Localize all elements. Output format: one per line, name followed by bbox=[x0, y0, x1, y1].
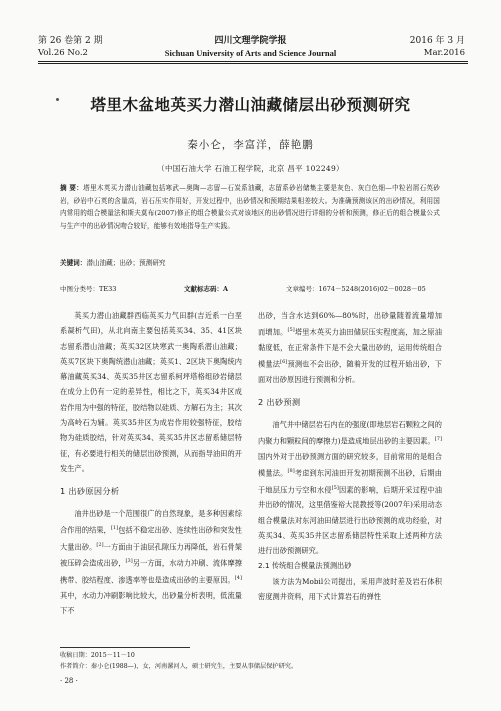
citation: [1] bbox=[110, 524, 119, 531]
para-text: 塔里木英买力油田储层压实程度高，加之原油黏度低，在正常条件下是不会大量出砂的，运用传统组合模量法 bbox=[258, 327, 442, 369]
para-text: 其中，水动力冲刷影响比较大，出砂量分析表明，低流量下不 bbox=[60, 590, 242, 615]
para-text: 包括不稳定出砂、连续性出砂和突发性大量出砂。 bbox=[60, 525, 242, 551]
issue-date-cn: 2016 年 3 月 bbox=[409, 36, 465, 46]
volume-issue-cn: 第 26 卷第 2 期 bbox=[38, 36, 103, 46]
intro-paragraph: 英买力潜山油藏群西临英买力气田群(吉近系一白垩系凝析气田)，从北向南主要包括英买34、35、41区块志留系潜山油藏；英买32区块寒武一奥陶系潜山油藏；英买7区块下奥陶统潜山油藏；英买1、2区块下奥陶统内幕油藏英买34、英买35井区志留系柯坪塔格组砂岩储层在成分上仍有一定的差异性，相比之下，英买34井区成岩作用为中强的特征，胶结物以硅质、方解石为主；其次为高岭石为辅。英买35井区为成岩作用较强特征，胶结物为硅质胶结，针对英买34、英买35井区志留系储层特征，有必要进行相关的储层出砂预测，从而指导油田的开发生产。 bbox=[60, 311, 242, 473]
left-column bbox=[60, 308, 242, 618]
para-text: 考虑到东河油田开发初期预测不出砂，后期由于地层压力亏空和水侵 bbox=[258, 468, 442, 494]
issue-date-en: Mar.2016 bbox=[423, 48, 465, 58]
para-text: 油井出砂是一个范围很广的自然现象，是多种因素综合作用的结果， bbox=[60, 508, 242, 535]
journal-name-en: Sichuan University of Arts and Science Journal bbox=[164, 48, 337, 58]
section-heading-1: 1 出砂原因分析 bbox=[60, 486, 120, 497]
section-heading-2: 2 出砂预测 bbox=[258, 397, 301, 408]
footnote-rule bbox=[60, 647, 190, 648]
affiliation: （中国石油大学 石油工程学院，北京 昌平 102249） bbox=[157, 164, 344, 173]
citation: [4] bbox=[234, 574, 242, 581]
author-bio: 作者简介：秦小仑(1988—)，女，河南漯河人，硕士研究生，主要从事储层保护研究。 bbox=[60, 663, 298, 670]
citation: [7] bbox=[434, 435, 442, 442]
abstract-label: 摘 要： bbox=[60, 184, 84, 192]
citation: [3] bbox=[125, 558, 133, 565]
keywords-label: 关键词： bbox=[60, 259, 87, 267]
sand-cause-paragraph bbox=[60, 506, 242, 619]
para-text: 油气井中储层岩石内在的强度(即地层岩石颗粒之间的内聚力和颗粒间的摩擦力)是造成地层出砂的主要因素。 bbox=[258, 419, 442, 446]
para-text: 因素的影响，后期开采过程中油井出砂的情况，这里借鉴裕大昆教授等(2007年)采用动态组合模量法对东河油田储层进行出砂预测的成功经验，对英买34、英买35井区志留系储层特性采取上述两种方法进行出砂预测研究。 bbox=[258, 484, 442, 556]
para-text: 出砂，当含水达到60%—80%时，出砂量随着流量增加而增加。 bbox=[258, 311, 442, 337]
paper-title: 塔里木盆地英买力潜山油藏储层出砂预测研究 bbox=[90, 95, 411, 114]
para-text: 国内外对于出砂预测方面的研究较多，目前常用的是组合模量法。 bbox=[258, 451, 442, 478]
keywords-text: 潜山油藏；出砂；预测研究 bbox=[86, 259, 166, 267]
para-text: 另一方面，水动力冲刷、流体摩擦携带、胶结程度、渗透率等也是造成出砂的主要原因。 bbox=[60, 558, 242, 585]
citation: [5] bbox=[331, 484, 339, 491]
received-date: 收稿日期：2015－11－10 bbox=[60, 652, 135, 659]
method-paragraph: 该方法为Mobil公司提出，采用声波时差及岩石体积密度测井资料，用下式计算岩石的弹性 bbox=[258, 576, 442, 601]
continued-paragraph bbox=[258, 308, 442, 387]
citation: [2] bbox=[96, 541, 104, 548]
journal-name-cn: 四川文理学院学报 bbox=[214, 36, 287, 46]
header-rule-bottom bbox=[38, 63, 468, 64]
para-text: 预测也不会出砂，随着开发的过程开始出砂，下面对出砂原因进行预测和分析。 bbox=[258, 359, 442, 384]
article-number: 文章编号：1674－5248(2016)02－0028－05 bbox=[286, 285, 426, 293]
volume-issue-en: Vol.26 No.2 bbox=[38, 48, 88, 58]
authors: 秦小仑，李富洋，薛艳鹏 bbox=[187, 139, 314, 151]
keywords bbox=[60, 258, 440, 268]
page-number: · 28 · bbox=[60, 677, 78, 685]
header-rule-top bbox=[38, 61, 468, 62]
subsection-heading-2-1: 2.1 传统组合模量法预测出砂 bbox=[258, 561, 352, 571]
abstract bbox=[60, 182, 440, 232]
right-column bbox=[258, 308, 442, 604]
citation: [6] bbox=[280, 359, 288, 366]
clc-number: 中图分类号：TE33 bbox=[60, 285, 117, 293]
document-code: 文献标志码：A bbox=[184, 285, 229, 293]
citation: [5] bbox=[287, 327, 295, 334]
prediction-paragraph bbox=[258, 417, 442, 559]
para-text: 一方面由于油层孔隙压力再降低，岩石骨架被压碎会造成出砂， bbox=[60, 541, 242, 568]
citation: [8] bbox=[287, 467, 295, 474]
abstract-text: 塔里木英买力潜山油藏包括寒武—奥陶—志留—石炭系油藏，志留系砂岩储集主要是灰色、灰白色细—中粒岩屑石英砂岩，砂岩中石英的含量高，岩石压实作用好，开发过程中，出砂情况和预期结果相差较大。为准确预测该区的出砂情况，利用国内常用的组合模量法和斯夫莫布(2007)修正的组合模量公式对该地区的出砂情况进行详细的分析和预测，修正后的组合模量公式与生产中的出砂情况吻合较好，能够有效地指导生产实践。 bbox=[60, 184, 440, 230]
